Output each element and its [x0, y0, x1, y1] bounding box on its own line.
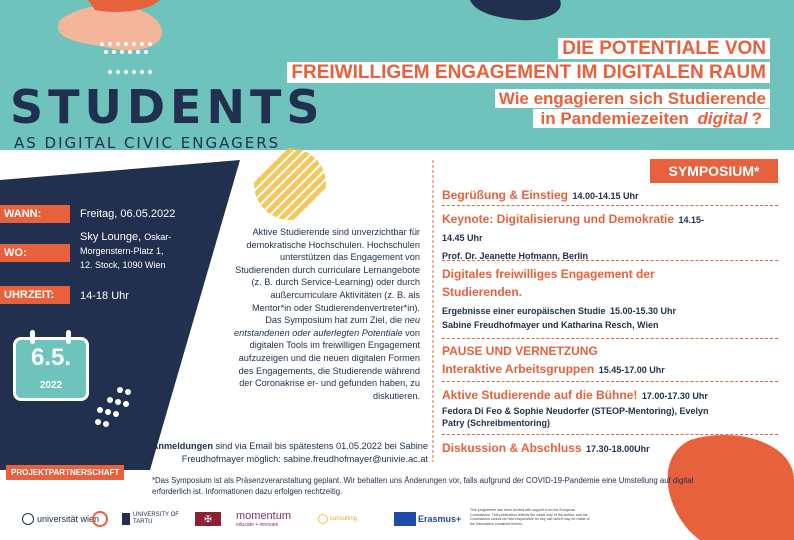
logo-partner-circle — [92, 510, 108, 528]
uhrzeit-label: UHRZEIT: — [0, 286, 70, 304]
wann-label: WANN: — [0, 205, 70, 223]
headline-line-1: DIE POTENTIALE VON — [558, 38, 770, 60]
wo-value: Sky Lounge, Oskar- Morgenstern-Platz 1, 12. Stock, 1090 Wien — [80, 231, 172, 270]
logo-consulting: consulting — [318, 510, 357, 528]
calendar-year: 2022 — [39, 380, 63, 391]
schedule-divider — [442, 260, 778, 261]
schedule-item-6: Diskussion & Abschluss 17.30-18.00Uhr — [442, 441, 650, 455]
consulting-circle-icon — [318, 514, 328, 524]
calendar-date-card — [13, 337, 89, 401]
schedule-divider — [442, 205, 778, 206]
wo-label: WO: — [0, 244, 70, 262]
calendar-day: 6.5. — [30, 344, 72, 371]
schedule-item-3: Digitales freiwilliges Engagement der Studierenden. Ergebnisse einer europäischen Studie 15.00-15.30 Uhr Sabine Freudhofmayer und Katharina Resch, Wien — [442, 267, 677, 330]
schedule-divider — [442, 434, 778, 435]
schedule-item-2: Keynote: Digitalisierung und Demokratie 14.15- 14.45 Uhr Prof. Dr. Jeanette Hofmann, Berlin — [442, 212, 705, 261]
maltese-cross-icon: ✠ — [195, 512, 221, 526]
logo-uni-wien: universität wien — [22, 510, 99, 528]
logo-maltese — [195, 510, 221, 528]
schedule-divider — [442, 381, 778, 382]
registration-text: Anmeldungen sind via Email bis spätestens 01.05.2022 bei Sabine Freudhofmayer möglich: sabine.freudhofmayer@univie.ac.at — [151, 441, 428, 464]
headline-line-4: in Pandemiezeiten digital ? — [533, 109, 771, 129]
students-logo: STUDENTS — [10, 80, 325, 134]
headline-line-3: Wie engagieren sich Studierende — [495, 89, 770, 109]
seal-icon — [22, 513, 34, 525]
headline-line-2: FREIWILLIGEM ENGAGEMENT IM DIGITALEN RAUM — [287, 62, 770, 84]
tartu-crest-icon — [122, 513, 130, 525]
logo-momentum: momentum educate + innovate — [236, 510, 292, 528]
footnote: *Das Symposium ist als Präsenzveranstaltung geplant. Wir behalten uns Änderungen vor, falls aufgrund der COVID-19-Pandemie eine Umstellung auf digital erforderlich ist. Informationen dazu erfolgen rechtzeitig. — [152, 476, 694, 496]
eu-flag-icon — [394, 512, 416, 526]
uhrzeit-value: 14-18 Uhr — [80, 290, 129, 302]
registration-email[interactable]: Freudhofmayer möglich: sabine.freudhofmayer@univie.ac.at — [181, 453, 428, 464]
wann-value: Freitag, 06.05.2022 — [80, 208, 176, 220]
partner-label: PROJEKTPARTNERSCHAFT — [6, 465, 124, 480]
description-text: Aktive Studierende sind unverzichtbar für demokratische Hochschulen. Hochschulen unterstützen das Engagement von Studierenden durch curriculare Lernangebote (z. B. durch Service-Learning) oder durch außercurriculare Aktivitäten (z. B. als Mentor*in oder Studierendenvertreter*in). Das Symposium hat zum Ziel, die neu entstandenen oder auferlegten Potentiale von digitalen Tools im freiwilligen Engagement aufzuzeigen und die neuen digitalen Formen des Engagements, die Studierende während der Coronakrise er- und gefunden haben, zu diskutieren. — [234, 227, 420, 401]
eu-disclaimer: This programme has been funded with support from the European Commission. This publication reflects the views only of the author, and the Commission cannot be held responsible for any use which may be made of the information contained therein. — [470, 508, 590, 526]
students-logo-subtitle: AS DIGITAL CIVIC ENGAGERS — [14, 134, 281, 152]
schedule-item-1: Begrüßung & Einstieg 14.00-14.15 Uhr — [442, 188, 639, 202]
erasmus-label: Erasmus+ — [418, 514, 462, 524]
calendar-ring-icon — [30, 330, 35, 344]
calendar-ring-icon — [66, 330, 71, 344]
schedule-item-4: PAUSE UND VERNETZUNG Interaktive Arbeitsgruppen 15.45-17.00 Uhr — [442, 344, 665, 376]
schedule-item-5: Aktive Studierende auf die Bühne! 17.00-17.30 Uhr Fedora Di Feo & Sophie Neudorfer (STEOP-Mentoring), Evelyn Patry (Schreibmentoring) — [442, 388, 709, 428]
logo-uni-tartu: UNIVERSITY OF TARTU — [122, 510, 183, 528]
symposium-label: SYMPOSIUM* — [650, 159, 778, 183]
partner-circle-icon — [92, 511, 108, 527]
schedule-divider — [442, 338, 778, 339]
